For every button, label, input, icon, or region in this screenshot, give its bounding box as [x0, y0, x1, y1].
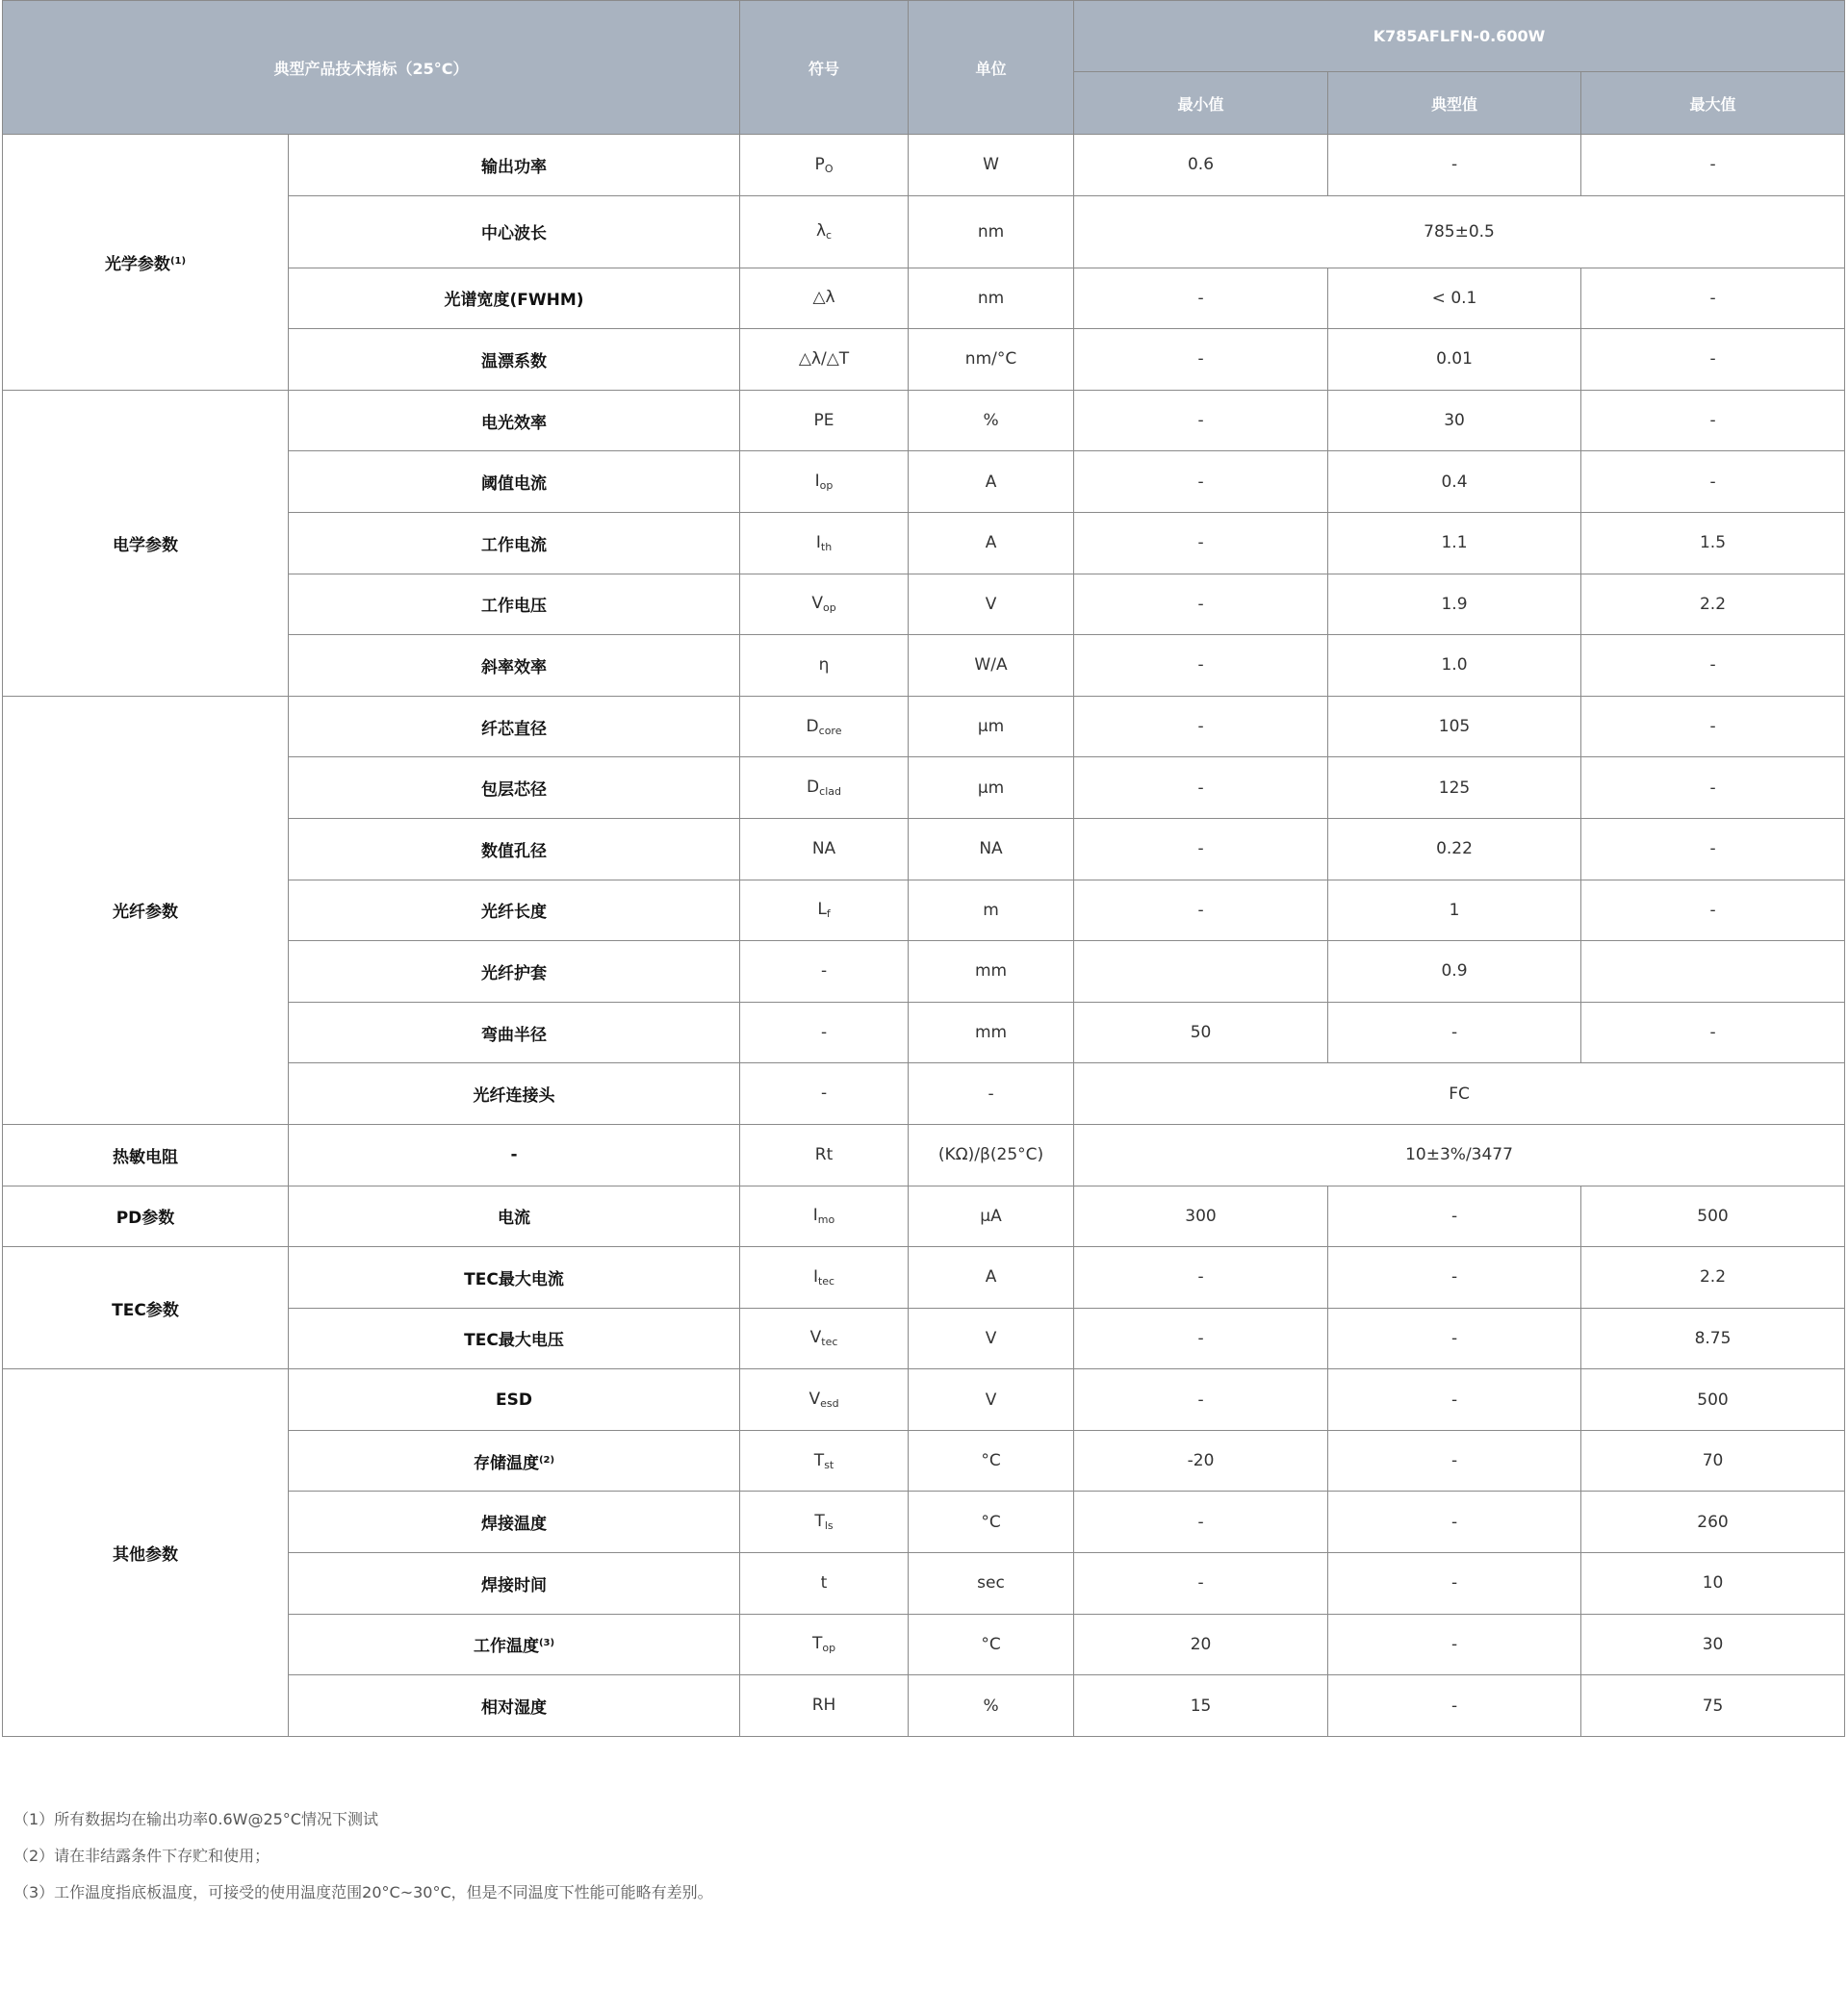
value-min: -: [1074, 635, 1328, 697]
param-unit: W/A: [909, 635, 1074, 697]
param-unit: A: [909, 451, 1074, 513]
value-max: 30: [1581, 1614, 1845, 1675]
param-unit: μm: [909, 696, 1074, 757]
param-symbol: $V_{esd}$: [740, 1369, 909, 1431]
param-name: 电光效率: [289, 390, 740, 451]
value-min: [1074, 941, 1328, 1003]
param-symbol: $L_f$: [740, 880, 909, 941]
param-name: 数值孔径: [289, 818, 740, 880]
param-unit: -: [909, 1063, 1074, 1125]
value-max: -: [1581, 135, 1845, 196]
param-unit: mm: [909, 941, 1074, 1003]
param-name: 工作电流: [289, 512, 740, 574]
value-max: -: [1581, 1002, 1845, 1063]
value-max: -: [1581, 451, 1845, 513]
param-unit: (KΩ)/β(25°C): [909, 1124, 1074, 1186]
header-model: K785AFLFN-0.600W: [1074, 1, 1845, 72]
value-typ: 1.9: [1328, 574, 1581, 635]
param-name: -: [289, 1124, 740, 1186]
param-name: 包层芯径: [289, 757, 740, 819]
param-name: 输出功率: [289, 135, 740, 196]
value-min: 15: [1074, 1675, 1328, 1737]
param-name: 斜率效率: [289, 635, 740, 697]
value-min: -: [1074, 696, 1328, 757]
param-symbol: -: [740, 941, 909, 1003]
value-typ: -: [1328, 1492, 1581, 1553]
param-unit: V: [909, 574, 1074, 635]
param-symbol: $V_{tec}$: [740, 1308, 909, 1369]
value-typ: 0.01: [1328, 329, 1581, 391]
header-min: 最小值: [1074, 72, 1328, 135]
param-symbol: $T_{st}$: [740, 1430, 909, 1492]
param-name: 弯曲半径: [289, 1002, 740, 1063]
value-min: -: [1074, 390, 1328, 451]
param-symbol: -: [740, 1063, 909, 1125]
value-min: -20: [1074, 1430, 1328, 1492]
value-min: -: [1074, 574, 1328, 635]
value-typ: 0.9: [1328, 941, 1581, 1003]
value-min: -: [1074, 1369, 1328, 1431]
param-unit: W: [909, 135, 1074, 196]
table-row: [3, 1186, 1845, 1247]
param-unit: V: [909, 1308, 1074, 1369]
param-name: 光谱宽度(FWHM): [289, 268, 740, 329]
footnote-1: （1）所有数据均在输出功率0.6W@25°C情况下测试: [13, 1810, 378, 1828]
value-max: 260: [1581, 1492, 1845, 1553]
param-symbol: PE: [740, 390, 909, 451]
value-max: 500: [1581, 1186, 1845, 1247]
param-symbol: -: [740, 1002, 909, 1063]
param-symbol: $I_{op}$: [740, 451, 909, 513]
param-unit: nm/°C: [909, 329, 1074, 391]
param-symbol: $D_{clad}$: [740, 757, 909, 819]
value-max: -: [1581, 818, 1845, 880]
category-other: 其他参数: [3, 1369, 289, 1737]
value-min: 20: [1074, 1614, 1328, 1675]
value-min: 0.6: [1074, 135, 1328, 196]
param-symbol: $I_{tec}$: [740, 1247, 909, 1309]
param-symbol: $V_{op}$: [740, 574, 909, 635]
param-unit: μA: [909, 1186, 1074, 1247]
header-typ: 典型值: [1328, 72, 1581, 135]
value-span: 10±3%/3477: [1074, 1124, 1845, 1186]
param-unit: A: [909, 512, 1074, 574]
value-min: -: [1074, 1492, 1328, 1553]
value-min: -: [1074, 451, 1328, 513]
category-electrical: 电学参数: [3, 390, 289, 696]
param-name: 中心波长: [289, 195, 740, 268]
category-pd: PD参数: [3, 1186, 289, 1247]
value-max: -: [1581, 880, 1845, 941]
param-symbol: △λ/△T: [740, 329, 909, 391]
param-unit: sec: [909, 1553, 1074, 1615]
value-typ: 1.0: [1328, 635, 1581, 697]
param-name: 焊接温度: [289, 1492, 740, 1553]
spec-table: [2, 0, 1845, 1737]
param-name: 光纤护套: [289, 941, 740, 1003]
value-typ: -: [1328, 1614, 1581, 1675]
param-unit: mm: [909, 1002, 1074, 1063]
param-name: 焊接时间: [289, 1553, 740, 1615]
param-unit: °C: [909, 1614, 1074, 1675]
category-tec: TEC参数: [3, 1247, 289, 1369]
param-name: 存储温度$^{(2)}$: [289, 1430, 740, 1492]
value-typ: -: [1328, 1002, 1581, 1063]
param-name: 工作温度$^{(3)}$: [289, 1614, 740, 1675]
param-name: TEC最大电流: [289, 1247, 740, 1309]
value-max: 8.75: [1581, 1308, 1845, 1369]
header-unit: 单位: [909, 1, 1074, 135]
value-min: -: [1074, 1247, 1328, 1309]
param-name: ESD: [289, 1369, 740, 1431]
table-row: [3, 135, 1845, 196]
param-name: 工作电压: [289, 574, 740, 635]
value-typ: 30: [1328, 390, 1581, 451]
value-min: -: [1074, 757, 1328, 819]
header-title: 典型产品技术指标（25°C）: [3, 1, 740, 135]
param-name: 电流: [289, 1186, 740, 1247]
value-max: [1581, 941, 1845, 1003]
param-unit: NA: [909, 818, 1074, 880]
param-name: 光纤长度: [289, 880, 740, 941]
param-symbol: $D_{core}$: [740, 696, 909, 757]
table-row: [3, 1124, 1845, 1186]
param-symbol: $I_{th}$: [740, 512, 909, 574]
value-min: -: [1074, 880, 1328, 941]
value-typ: 125: [1328, 757, 1581, 819]
param-unit: A: [909, 1247, 1074, 1309]
value-typ: -: [1328, 1369, 1581, 1431]
param-symbol: NA: [740, 818, 909, 880]
param-symbol: RH: [740, 1675, 909, 1737]
value-max: 75: [1581, 1675, 1845, 1737]
value-typ: 0.22: [1328, 818, 1581, 880]
value-span: FC: [1074, 1063, 1845, 1125]
value-max: 1.5: [1581, 512, 1845, 574]
param-name: 阈值电流: [289, 451, 740, 513]
param-symbol: $P_O$: [740, 135, 909, 196]
value-max: -: [1581, 696, 1845, 757]
value-max: 2.2: [1581, 574, 1845, 635]
footnote-3: （3）工作温度指底板温度，可接受的使用温度范围20°C~30°C，但是不同温度下性能可能略有差别。: [13, 1883, 713, 1901]
value-min: 50: [1074, 1002, 1328, 1063]
param-unit: m: [909, 880, 1074, 941]
param-name: TEC最大电压: [289, 1308, 740, 1369]
category-thermistor: 热敏电阻: [3, 1124, 289, 1186]
table-row: [3, 390, 1845, 451]
category-fiber: 光纤参数: [3, 696, 289, 1124]
table-row: [3, 696, 1845, 757]
value-typ: 1.1: [1328, 512, 1581, 574]
value-typ: -: [1328, 1553, 1581, 1615]
value-typ: < 0.1: [1328, 268, 1581, 329]
param-symbol: $T_{op}$: [740, 1614, 909, 1675]
table-row: [3, 1247, 1845, 1309]
param-symbol: △λ: [740, 268, 909, 329]
value-max: 500: [1581, 1369, 1845, 1431]
param-symbol: Rt: [740, 1124, 909, 1186]
param-symbol: $T_{ls}$: [740, 1492, 909, 1553]
value-typ: -: [1328, 1247, 1581, 1309]
value-typ: -: [1328, 1186, 1581, 1247]
param-symbol: t: [740, 1553, 909, 1615]
value-max: 2.2: [1581, 1247, 1845, 1309]
value-typ: 0.4: [1328, 451, 1581, 513]
value-typ: -: [1328, 135, 1581, 196]
value-min: -: [1074, 1553, 1328, 1615]
param-unit: nm: [909, 195, 1074, 268]
param-unit: °C: [909, 1430, 1074, 1492]
value-max: -: [1581, 390, 1845, 451]
param-name: 温漂系数: [289, 329, 740, 391]
param-symbol: $\lambda_c$: [740, 195, 909, 268]
value-max: -: [1581, 635, 1845, 697]
footnotes: [13, 1801, 713, 1911]
param-name: 光纤连接头: [289, 1063, 740, 1125]
param-symbol: η: [740, 635, 909, 697]
param-unit: %: [909, 1675, 1074, 1737]
category-optical: 光学参数$^{(1)}$: [3, 135, 289, 391]
param-unit: %: [909, 390, 1074, 451]
value-typ: -: [1328, 1675, 1581, 1737]
param-unit: nm: [909, 268, 1074, 329]
value-min: -: [1074, 512, 1328, 574]
value-typ: 105: [1328, 696, 1581, 757]
value-min: -: [1074, 329, 1328, 391]
header-symbol: 符号: [740, 1, 909, 135]
param-name: 相对湿度: [289, 1675, 740, 1737]
value-typ: -: [1328, 1430, 1581, 1492]
header-max: 最大值: [1581, 72, 1845, 135]
value-max: 70: [1581, 1430, 1845, 1492]
value-min: 300: [1074, 1186, 1328, 1247]
footnote-2: （2）请在非结露条件下存贮和使用；: [13, 1847, 270, 1865]
value-min: -: [1074, 268, 1328, 329]
param-symbol: $I_{mo}$: [740, 1186, 909, 1247]
value-min: -: [1074, 818, 1328, 880]
value-max: -: [1581, 329, 1845, 391]
param-unit: μm: [909, 757, 1074, 819]
table-row: [3, 1369, 1845, 1431]
value-max: -: [1581, 268, 1845, 329]
value-typ: -: [1328, 1308, 1581, 1369]
param-unit: °C: [909, 1492, 1074, 1553]
value-min: -: [1074, 1308, 1328, 1369]
value-max: -: [1581, 757, 1845, 819]
value-max: 10: [1581, 1553, 1845, 1615]
param-unit: V: [909, 1369, 1074, 1431]
value-typ: 1: [1328, 880, 1581, 941]
value-span: 785±0.5: [1074, 195, 1845, 268]
param-name: 纤芯直径: [289, 696, 740, 757]
